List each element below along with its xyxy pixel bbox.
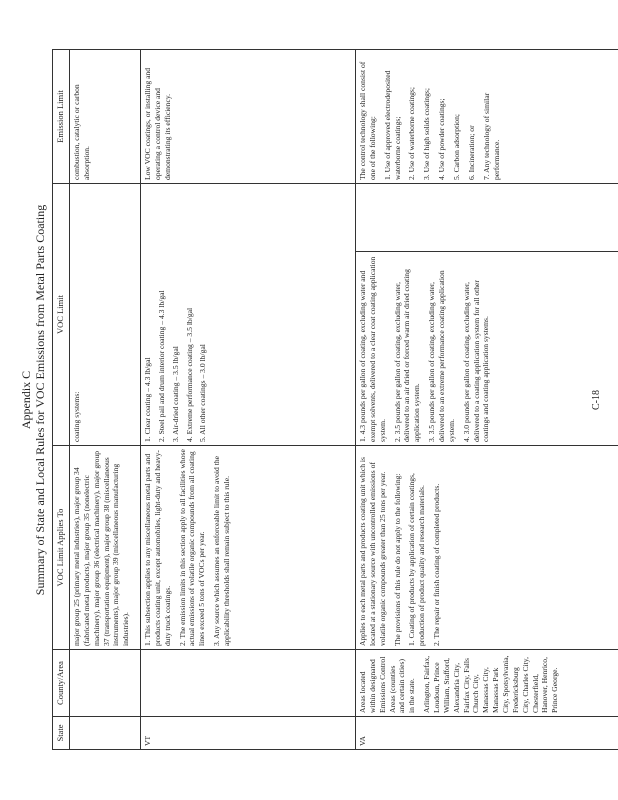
cell-applies: 1. This subsection applies to any miscellaneous metal parts and products coating unit, except automobiles, light-duty and heavy-duty truck coatings. 2. The emission limits in this section apply to all facilities whose actual emissions of volatile organic compounds from all coating lines exceed 5 tons of VOCs per year. 3. Any source which assumes an enforceable limit to avoid the applicability thresholds shall remain subject to this rule. xyxy=(141,446,356,650)
cell-applies: Applies to each metal parts and products coating unit which is located at a stationary source with uncontrolled emissions of volatile organic compounds greater than 25 tons per year. The provisions of this rule do not apply to the following: 1. Coating of products by application of certain coatings, production of product quality and research materials. 2. The repair or finish coating of completed products. xyxy=(356,446,618,650)
header-state: State xyxy=(53,717,70,750)
table-row xyxy=(70,50,141,750)
header-voc-limit: VOC Limit xyxy=(53,184,70,446)
cell-voc-limit-b xyxy=(356,184,618,252)
cell-applies: major group 25 (primary metal industries), major group 34 (fabricated metal products), major group 35 (nonelectric machinery), major group 36 (electrical machinery), major group 37 (transportation equipment), major group 38 (miscellaneous instruments), major group 39 (miscellaneous manufacturing industries). xyxy=(70,446,141,650)
cell-emission: The control technology shall consist of one of the following: 1. Use of approved electrodeposited waterborne coatings; 2. Use of waterborne coatings; 3. Use of high solids coatings; 4. Use of powder coatings; 5. Carbon adsorption; 6. Incineration; or 7. Any technology of similar performance. xyxy=(356,50,618,184)
cell-voc-limit-a: 1. 4.3 pounds per gallon of coating, excluding water and exempt solvents, delivered to a clear coat coating application system. 2. 3.5 pounds per gallon of coating, excluding water, delivered to an air dried or forced warm air dried coating application system. 3. 3.5 pounds per gallon of coating, excluding water, delivered to an extreme performance coating application system. 4. 3.0 pounds per gallon of coating, excluding water, delivered to a coating application system for all other coatings and coating application systems. xyxy=(356,252,618,446)
page-number: C-18 xyxy=(591,390,602,410)
cell-state xyxy=(70,717,141,750)
regulations-table xyxy=(52,49,618,750)
header-county-area: County/Area xyxy=(53,650,70,717)
cell-county: Areas located within designated Emissions Control Areas (counties and certain cities) in the state. Arlington, Fairfax, Loudoun, Prince William, Stafford, Alexandria City, Fairfax City, Falls Church City, Manassas City, Manassas Park City, Spotsylvania, Fredericksburg City, Charles City, Chesterfield, Hanover, Henrico, Prince George. xyxy=(356,650,618,717)
document-subtitle: Summary of State and Local Rules for VOC Emissions from Metal Parts Coating xyxy=(33,204,47,596)
header-applies-to: VOC Limit Applies To xyxy=(53,446,70,650)
cell-county xyxy=(141,650,356,717)
header-emission-limit: Emission Limit xyxy=(53,50,70,184)
cell-emission: Low VOC coatings, or installing and operating a control device and demonstrating its efficiency. xyxy=(141,50,356,184)
table-row xyxy=(356,50,618,750)
cell-voc-limit: 1. Clear coating – 4.3 lb/gal 2. Steel pail and drum interior coating – 4.3 lb/gal 3. Air-dried coating – 3.5 lb/gal 4. Extreme performance coating – 3.5 lb/gal 5. All other coatings – 3.0 lb/gal xyxy=(141,184,356,446)
table-row xyxy=(141,50,356,750)
cell-voc-limit: coating systems: xyxy=(70,184,141,446)
cell-state: VA xyxy=(356,717,618,750)
appendix-title: Appendix C xyxy=(19,370,33,430)
cell-state: VT xyxy=(141,717,356,750)
table-header-row xyxy=(53,50,70,750)
cell-county xyxy=(70,650,141,717)
cell-emission: combustion, catalytic or carbon absorption. xyxy=(70,50,141,184)
